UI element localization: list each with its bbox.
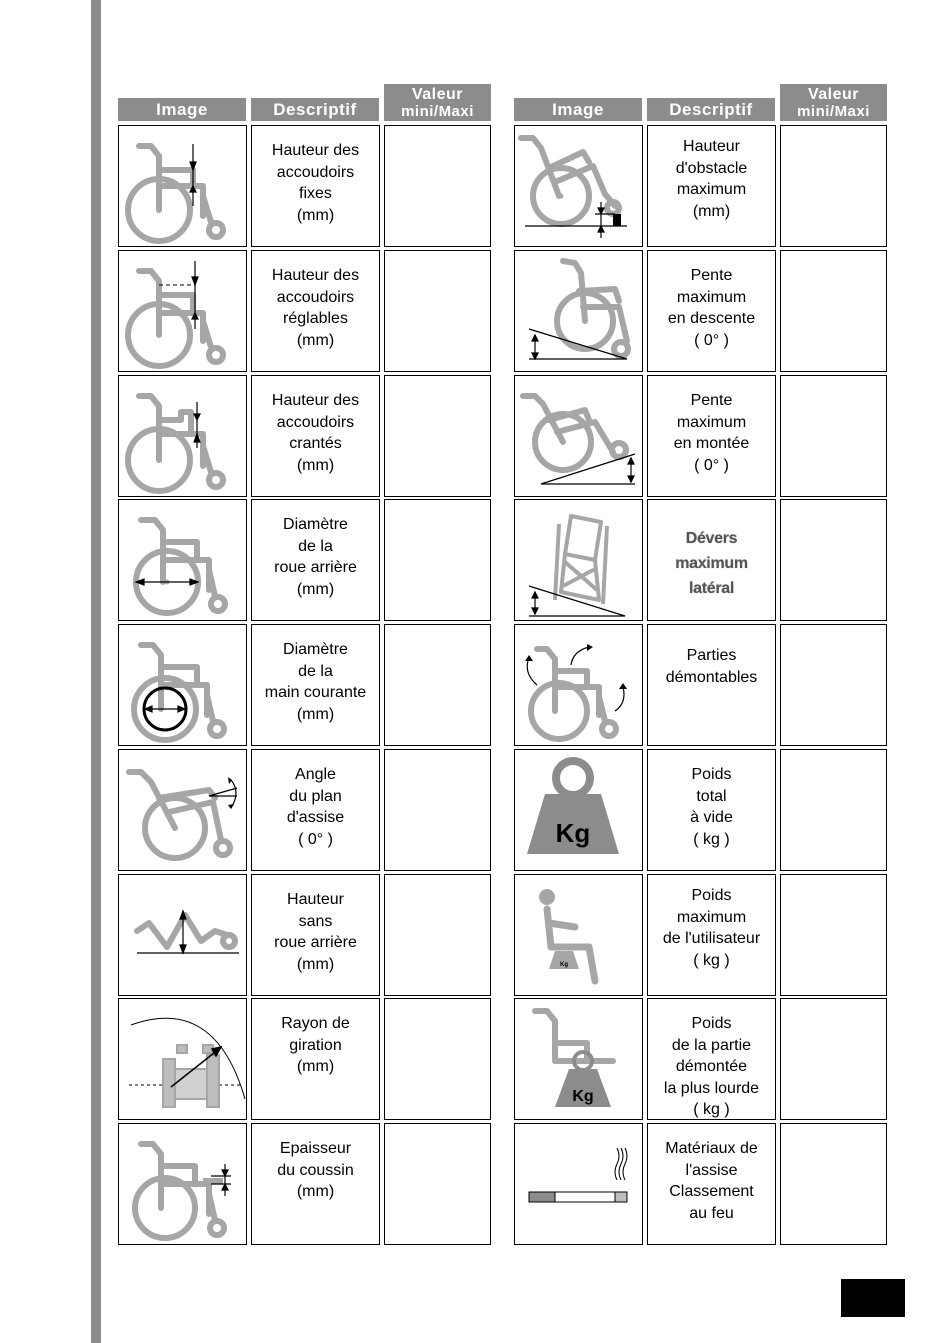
descriptif-cell: Parties démontables [647, 624, 776, 746]
image-cell [118, 1123, 247, 1245]
descriptif-cell: Poids maximum de l'utilisateur ( kg ) [647, 874, 776, 996]
header-valeur-line2: mini/Maxi [797, 103, 870, 120]
wheelchair-rear-wheel-diameter-icon [119, 500, 246, 620]
weight-label: Kg [555, 818, 591, 848]
header-valeur [780, 84, 887, 121]
image-cell [514, 874, 643, 996]
descriptif-cell: Dévers maximum latéral [647, 499, 776, 621]
image-cell [118, 499, 247, 621]
uphill-slope-icon [515, 376, 642, 496]
table-row [514, 1123, 887, 1247]
descriptif-cell: Matériaux de l'assise Classement au feu [647, 1123, 776, 1245]
valeur-cell[interactable] [384, 125, 491, 247]
table-row [118, 499, 491, 623]
header-valeur-line1: Valeur [807, 86, 860, 103]
wheelchair-handrim-diameter-icon [119, 625, 246, 745]
descriptif-cell: Pente maximum en descente ( 0° ) [647, 250, 776, 372]
image-cell [514, 624, 643, 746]
valeur-cell[interactable] [384, 874, 491, 996]
table-row [514, 125, 887, 249]
table-row [118, 874, 491, 998]
image-cell [118, 624, 247, 746]
image-cell [118, 125, 247, 247]
valeur-cell[interactable] [780, 749, 887, 871]
side-bar [91, 0, 101, 1343]
image-cell [514, 375, 643, 497]
descriptif-cell: Hauteur des accoudoirs fixes (mm) [251, 125, 380, 247]
turning-radius-icon [119, 999, 246, 1119]
table-row [514, 874, 887, 998]
valeur-cell[interactable] [384, 624, 491, 746]
descriptif-cell: Poids de la partie démontée la plus lourde ( kg ) [647, 998, 776, 1120]
image-cell [118, 375, 247, 497]
descriptif-cell: Hauteur des accoudoirs réglables (mm) [251, 250, 380, 372]
table-row [514, 624, 887, 748]
folded-frame-height-icon [119, 875, 246, 995]
obstacle-height-icon [515, 126, 642, 246]
cigarette-fire-icon [515, 1124, 642, 1244]
descriptif-cell: Pente maximum en montée ( 0° ) [647, 375, 776, 497]
image-cell [514, 1123, 643, 1245]
table-row [514, 749, 887, 873]
descriptif-cell: Diamètre de la roue arrière (mm) [251, 499, 380, 621]
valeur-cell[interactable] [780, 874, 887, 996]
descriptif-cell: Hauteur sans roue arrière (mm) [251, 874, 380, 996]
image-cell [514, 998, 643, 1120]
lateral-tilt-icon [515, 500, 642, 620]
valeur-cell[interactable] [780, 125, 887, 247]
valeur-cell[interactable] [780, 250, 887, 372]
header-valeur-line1: Valeur [411, 86, 464, 103]
wheelchair-armrest-fixed-icon [119, 126, 246, 246]
descriptif-cell: Poids total à vide ( kg ) [647, 749, 776, 871]
header-valeur-line2: mini/Maxi [401, 103, 474, 120]
table-row [118, 624, 491, 748]
header-image: Image [514, 98, 642, 121]
table-row [514, 250, 887, 374]
valeur-cell[interactable] [384, 998, 491, 1120]
table-row [118, 749, 491, 873]
removable-parts-icon [515, 625, 642, 745]
valeur-cell[interactable] [780, 998, 887, 1120]
wheelchair-armrest-notched-icon [119, 376, 246, 496]
heaviest-part-weight-icon [515, 999, 642, 1119]
valeur-cell[interactable] [780, 1123, 887, 1245]
valeur-cell[interactable] [384, 499, 491, 621]
header-descriptif: Descriptif [647, 98, 775, 121]
table-row [118, 125, 491, 249]
wheelchair-seat-angle-icon [119, 750, 246, 870]
image-cell [514, 749, 643, 871]
valeur-cell[interactable] [384, 375, 491, 497]
image-cell [514, 499, 643, 621]
header-image: Image [118, 98, 246, 121]
valeur-cell[interactable] [384, 250, 491, 372]
descriptif-cell: Angle du plan d'assise ( 0° ) [251, 749, 380, 871]
wheelchair-armrest-adjustable-icon [119, 251, 246, 371]
image-cell [514, 250, 643, 372]
valeur-cell[interactable] [780, 375, 887, 497]
table-row [118, 998, 491, 1122]
user-weight-label: Kg [560, 962, 568, 968]
descriptif-cell: Diamètre de la main courante (mm) [251, 624, 380, 746]
image-cell [514, 125, 643, 247]
downhill-slope-icon [515, 251, 642, 371]
table-row [514, 375, 887, 499]
image-cell [118, 998, 247, 1120]
table-row [514, 499, 887, 623]
valeur-cell[interactable] [780, 499, 887, 621]
descriptif-cell: Rayon de giration (mm) [251, 998, 380, 1120]
weight-kg-icon [515, 750, 642, 870]
descriptif-cell: Hauteur des accoudoirs crantés (mm) [251, 375, 380, 497]
table-row [118, 250, 491, 374]
heaviest-part-label: Kg [572, 1088, 594, 1105]
image-cell [118, 749, 247, 871]
table-row [118, 375, 491, 499]
valeur-cell[interactable] [780, 624, 887, 746]
table-row [118, 1123, 491, 1247]
header-valeur [384, 84, 491, 121]
descriptif-cell: Epaisseur du coussin (mm) [251, 1123, 380, 1245]
page-tab [841, 1279, 905, 1317]
descriptif-cell: Hauteur d'obstacle maximum (mm) [647, 125, 776, 247]
user-weight-icon [515, 875, 642, 995]
cushion-thickness-icon [119, 1124, 246, 1244]
valeur-cell[interactable] [384, 1123, 491, 1245]
header-descriptif: Descriptif [251, 98, 379, 121]
image-cell [118, 250, 247, 372]
image-cell [118, 874, 247, 996]
table-row [514, 998, 887, 1122]
valeur-cell[interactable] [384, 749, 491, 871]
